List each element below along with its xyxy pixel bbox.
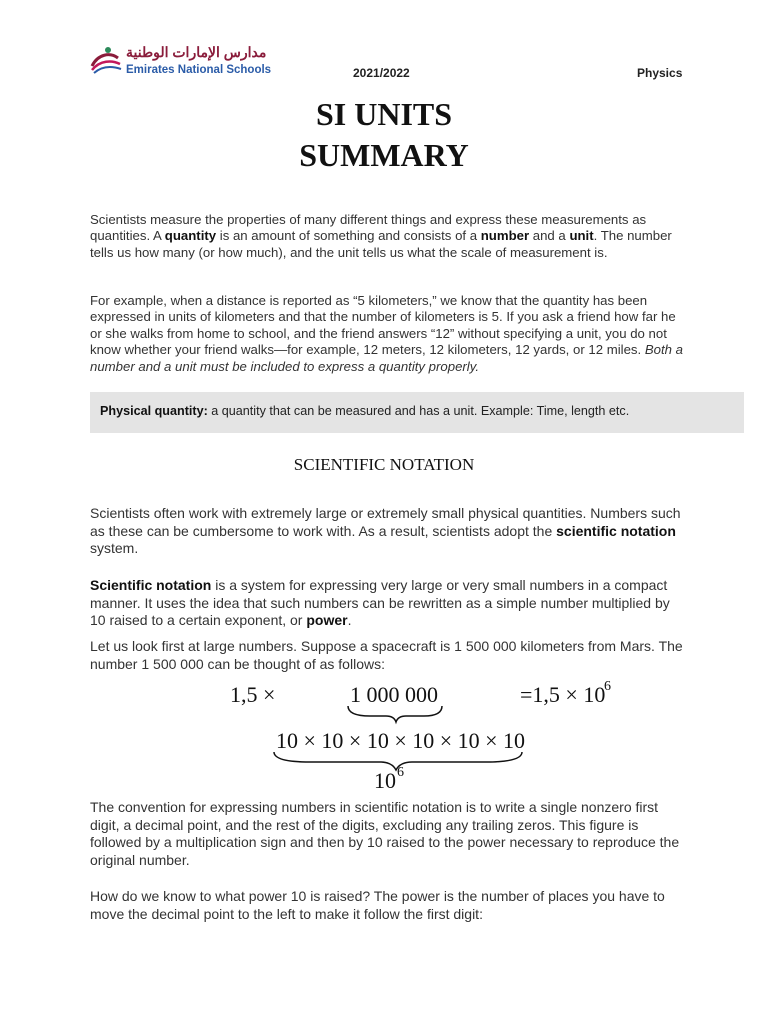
school-name-arabic: مدارس الإمارات الوطنية	[126, 44, 267, 60]
large-numbers-paragraph: Let us look first at large numbers. Suppose a spacecraft is 1 500 000 kilometers from Mars. The number 1 500 000 can be thought of as follows:	[90, 638, 683, 672]
definition-text: a quantity that can be measured and has a unit. Example: Time, length etc.	[207, 404, 630, 418]
formula-base-exponent: 6	[397, 765, 404, 780]
formula-base: 10	[374, 768, 396, 793]
notation-definition-paragraph: Scientific notation is a system for expressing very large or very small numbers in a compact manner. It uses the idea that such numbers can be rewritten as a simple number multiplied by 10 raised to a certain exponent, or power.	[90, 577, 670, 629]
academic-year: 2021/2022	[353, 66, 410, 80]
page-title-line1: SI UNITS	[315, 96, 453, 132]
school-logo	[88, 42, 278, 82]
convention-paragraph: The convention for expressing numbers in scientific notation is to write a single nonzero first digit, a decimal point, and the rest of the digits, excluding any trailing zeros. This figure is followed by a multiplication sign and then by 10 raised to the power necessary to reproduce the original number.	[90, 799, 680, 868]
scientific-notation-formula	[90, 676, 730, 796]
upper-brace	[348, 706, 442, 722]
school-logo-icon	[88, 42, 124, 78]
school-name-english: Emirates National Schools	[126, 64, 272, 76]
formula-coefficient: 1,5 ×	[230, 682, 276, 707]
power-question-paragraph: How do we know to what power 10 is raised? The power is the number of places you have to move the decimal point to the left to make it follow the first digit:	[90, 888, 665, 922]
intro-paragraph: Scientists measure the properties of many different things and express these measurements as quantities. A quantity is an amount of something and consists of a number and a unit. The number tells us how many (or how much), and the unit tells us what the scale of measurement is.	[90, 212, 672, 260]
formula-result: =1,5 × 10	[520, 682, 606, 707]
example-paragraph: For example, when a distance is reported as “5 kilometers,” we know that the quantity has been expressed in units of kilometers and that the number of kilometers is 5. If you ask a friend how far he or she walks from home to school, and the friend answers “12” without specifying a unit, you do not know whether your friend walks—for example, 12 meters, 12 kilometers, 12 yards, or 12 miles. Both a number and a unit must be included to express a quantity properly.	[90, 293, 683, 374]
definition-box	[90, 392, 744, 433]
section-title: SCIENTIFIC NOTATION	[293, 455, 475, 474]
definition-term: Physical quantity:	[100, 404, 208, 418]
subject-label: Physics	[637, 66, 683, 80]
formula-number: 1 000 000	[350, 682, 438, 707]
lower-brace	[274, 752, 522, 770]
formula-result-exponent: 6	[604, 679, 611, 694]
page-title-line2: SUMMARY	[299, 137, 469, 173]
notation-intro-paragraph: Scientists often work with extremely large or extremely small physical quantities. Numbers such as these can be cumbersome to work with. As a result, scientists adopt the scientific notation system.	[90, 505, 681, 557]
formula-product: 10 × 10 × 10 × 10 × 10 × 10	[276, 728, 526, 753]
